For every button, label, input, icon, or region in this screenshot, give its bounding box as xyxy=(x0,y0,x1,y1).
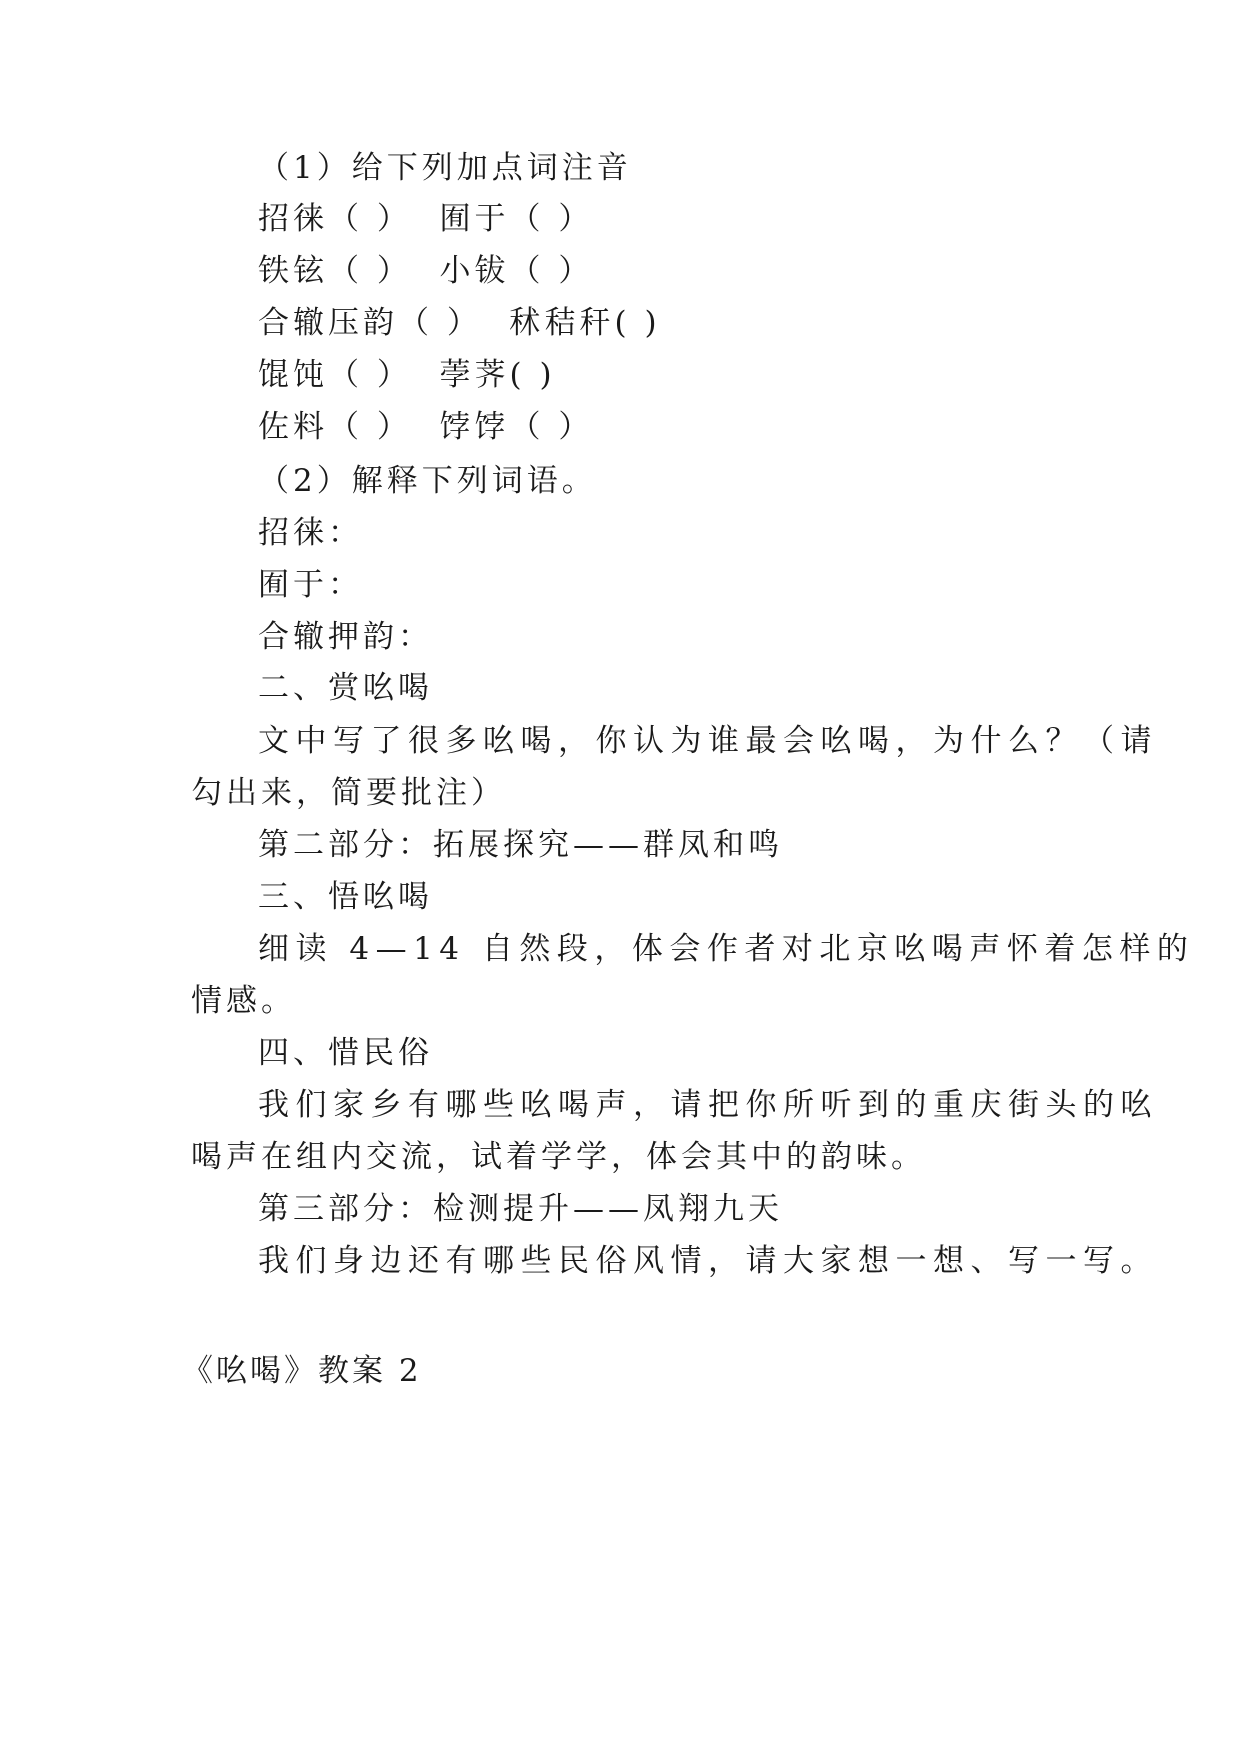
definition-item: 合辙押韵： xyxy=(258,619,433,655)
section-heading: 三、悟吆喝 xyxy=(258,879,433,915)
pinyin-item-row: 佐料（ ） 饽饽（ ） xyxy=(258,409,594,445)
definition-item: 招徕： xyxy=(258,515,363,551)
pinyin-item-row: 馄饨（ ） 荸荠( ) xyxy=(258,357,556,393)
pinyin-item-row: 合辙压韵（ ） 秫秸秆( ) xyxy=(258,305,661,341)
part-heading: 第三部分：检测提升——凤翔九天 xyxy=(258,1191,783,1227)
paragraph-line: 我们家乡有哪些吆喝声，请把你所听到的重庆街头的吆 xyxy=(258,1087,1158,1123)
section-heading: 四、惜民俗 xyxy=(258,1035,433,1071)
paragraph-line: 文中写了很多吆喝，你认为谁最会吆喝，为什么？（请 xyxy=(258,723,1158,759)
question-1-heading: （1）给下列加点词注音 xyxy=(258,150,632,186)
paragraph-line: 细读 4—14 自然段，体会作者对北京吆喝声怀着怎样的 xyxy=(258,931,1195,967)
paragraph-line: 我们身边还有哪些民俗风情，请大家想一想、写一写。 xyxy=(258,1243,1158,1279)
definition-item: 囿于： xyxy=(258,567,363,603)
next-lesson-title: 《吆喝》教案 2 xyxy=(182,1353,422,1389)
paragraph-line: 情感。 xyxy=(191,983,296,1019)
part-heading: 第二部分：拓展探究——群凤和鸣 xyxy=(258,827,783,863)
paragraph-line: 喝声在组内交流，试着学学，体会其中的韵味。 xyxy=(191,1139,926,1175)
pinyin-item-row: 铁铉（ ） 小钹（ ） xyxy=(258,253,594,289)
section-heading: 二、赏吆喝 xyxy=(258,670,433,706)
question-2-heading: （2）解释下列词语。 xyxy=(258,463,597,499)
paragraph-line: 勾出来，简要批注） xyxy=(191,775,506,811)
pinyin-item-row: 招徕（ ） 囿于（ ） xyxy=(258,201,594,237)
